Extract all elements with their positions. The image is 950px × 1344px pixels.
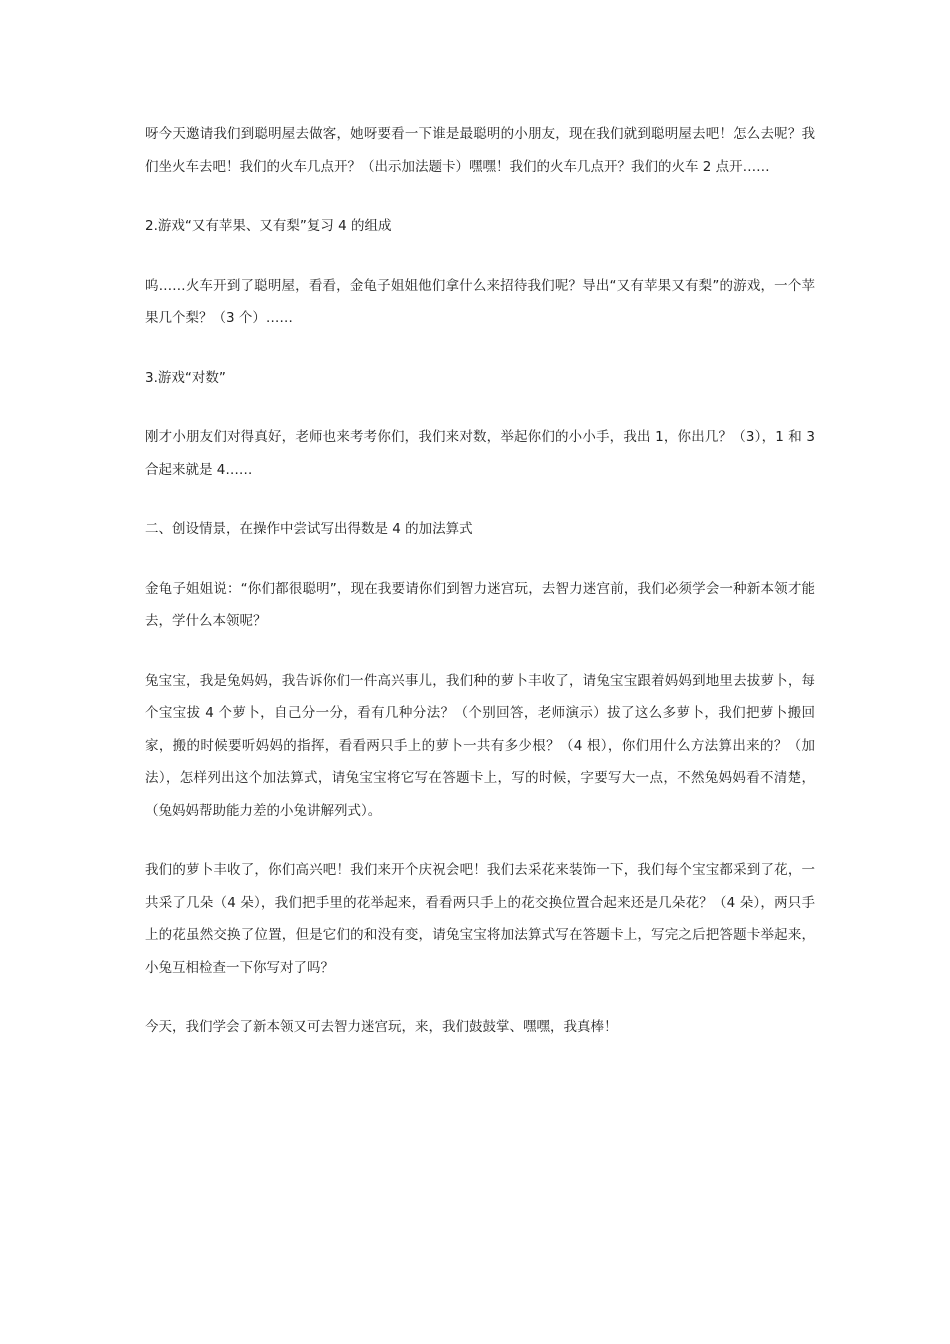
paragraph-new-skill: 金龟子姐姐说：“你们都很聪明”，现在我要请你们到智力迷宫玩，去智力迷宫前，我们必须学会一种新本领才能去，学什么本领呢？	[145, 580, 815, 629]
section-heading-game-apple-pear: 2.游戏“又有苹果、又有梨”复习 4 的组成	[145, 218, 392, 234]
section-heading-create-scenario: 二、创设情景，在操作中尝试写出得数是 4 的加法算式	[145, 521, 473, 537]
paragraph-conclusion: 今天，我们学会了新本领又可去智力迷宫玩，来，我们鼓鼓掌、嘿嘿，我真棒！	[145, 1019, 618, 1035]
section-heading-game-pair-numbers: 3.游戏“对数”	[145, 369, 226, 386]
paragraph-train-arrives: 呜……火车开到了聪明屋，看看，金龟子姐姐他们拿什么来招待我们呢？导出“又有苹果又有梨”的游戏，一个苹果几个梨？（3 个）……	[145, 277, 815, 326]
paragraph-flowers: 我们的萝卜丰收了，你们高兴吧！我们来开个庆祝会吧！我们去采花来装饰一下，我们每个宝宝都采到了花，一共采了几朵（4 朵），我们把手里的花举起来，看看两只手上的花交换位置合起来还是几朵花？（4 朵），两只手上的花虽然交换了位置，但是它们的和没有变，请兔宝宝将加法算式写在答题卡上，写完之后把答题卡举起来，小兔互相检查一下你写对了吗？	[145, 862, 815, 976]
paragraph-pair-numbers: 刚才小朋友们对得真好，老师也来考考你们，我们来对数，举起你们的小小手，我出 1，你出几？（3），1 和 3 合起来就是 4……	[145, 429, 815, 478]
document-page	[145, 118, 815, 1071]
paragraph-intro: 呀今天邀请我们到聪明屋去做客，她呀要看一下谁是最聪明的小朋友，现在我们就到聪明屋去吧！怎么去呢？我们坐火车去吧！我们的火车几点开？（出示加法题卡）嘿嘿！我们的火车几点开？我们的火车 2 点开……	[145, 126, 815, 175]
paragraph-rabbit-carrots: 兔宝宝，我是兔妈妈，我告诉你们一件高兴事儿，我们种的萝卜丰收了，请兔宝宝跟着妈妈到地里去拔萝卜，每个宝宝拔 4 个萝卜，自己分一分，看有几种分法？（个别回答，老师演示）拔了这么多萝卜，我们把萝卜搬回家，搬的时候要听妈妈的指挥，看看两只手上的萝卜一共有多少根？（4 根），你们用什么方法算出来的？（加法），怎样列出这个加法算式，请兔宝宝将它写在答题卡上，写的时候，字要写大一点，不然兔妈妈看不清楚，（兔妈妈帮助能力差的小兔讲解列式）。	[145, 672, 815, 819]
